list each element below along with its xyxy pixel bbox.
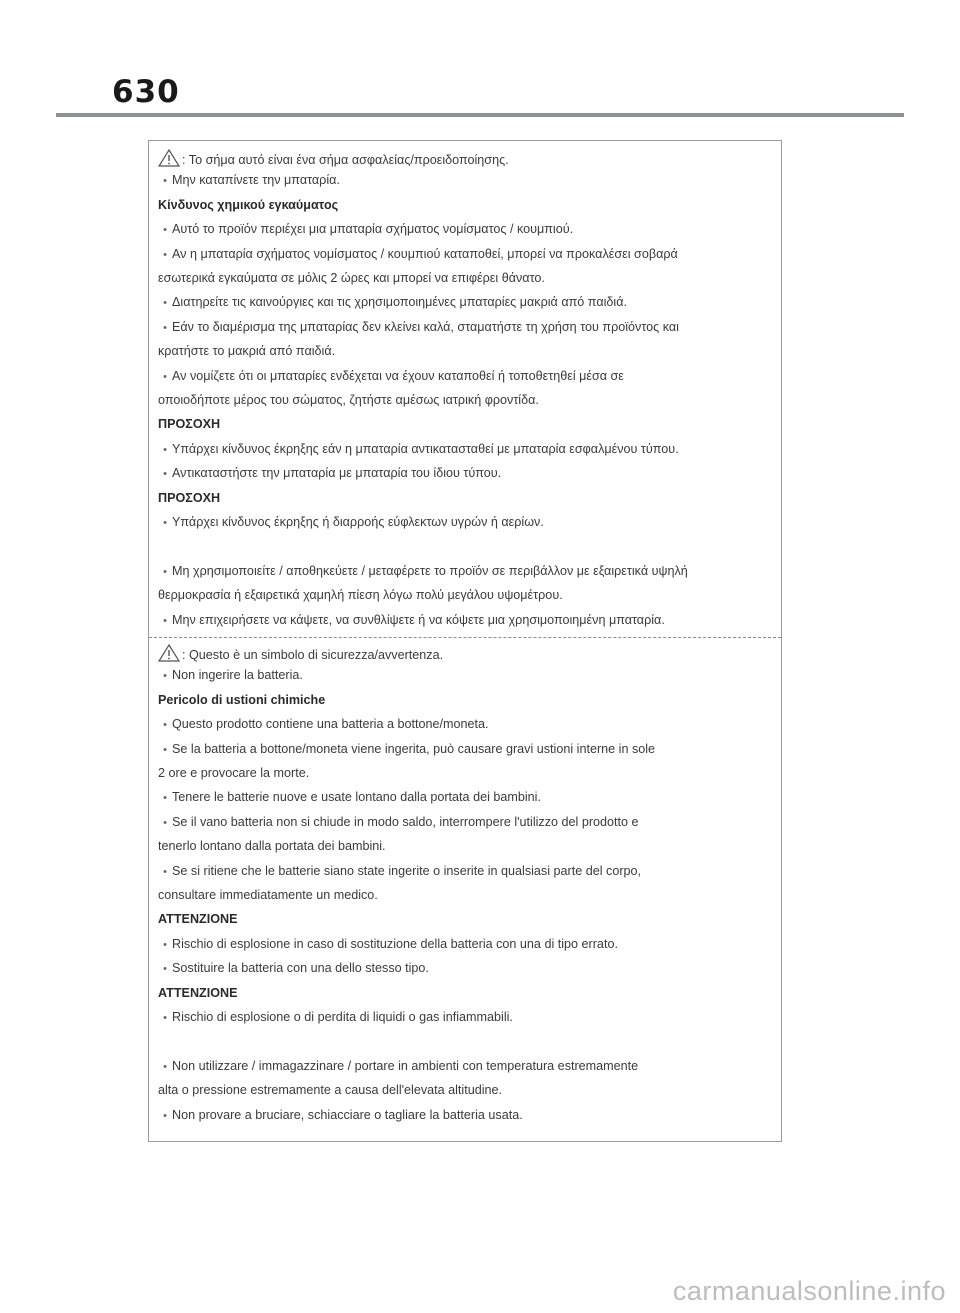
line-text: 2 ore e provocare la morte. xyxy=(158,766,310,780)
bullet-icon: • xyxy=(163,443,167,456)
bullet-item xyxy=(158,442,679,456)
bullet-icon: • xyxy=(163,938,167,951)
line-text: Μη χρησιμοποιείτε / αποθηκεύετε / μεταφέρετε το προϊόν σε περιβάλλον με εξαιρετικά υψηλή xyxy=(172,563,688,578)
continuation-line xyxy=(158,839,386,853)
bullet-item xyxy=(158,961,429,975)
bullet-icon: • xyxy=(163,517,167,529)
continuation-line xyxy=(158,766,309,780)
line-text: Υπάρχει κίνδυνος έκρηξης εάν η μπαταρία αντικατασταθεί με μπαταρία εσφαλμένου τύπου. xyxy=(172,441,679,456)
bullet-item xyxy=(158,790,541,804)
line-text: Non ingerire la batteria. xyxy=(172,668,303,683)
bullet-item xyxy=(158,222,573,236)
bullet-icon: • xyxy=(163,1109,167,1122)
line-text: ATTENZIONE xyxy=(158,912,238,927)
line-text: θερμοκρασία ή εξαιρετικά χαμηλή πίεση λόγω πολύ μεγάλου υψομέτρου. xyxy=(158,588,563,603)
bullet-item xyxy=(158,369,624,383)
line-text: Questo prodotto contiene una batteria a bottone/moneta. xyxy=(172,717,489,732)
bullet-icon: • xyxy=(163,865,167,878)
watermark: carmanualsonline.info xyxy=(672,1276,946,1306)
line-text: Υπάρχει κίνδυνος έκρηξης ή διαρροής εύφλεκτων υγρών ή αερίων. xyxy=(172,515,544,529)
line-text: Rischio di esplosione in caso di sostituzione della batteria con una di tipo errato. xyxy=(172,936,618,951)
bullet-icon: • xyxy=(163,565,167,578)
bullet-icon: • xyxy=(163,743,167,756)
warning-triangle-icon xyxy=(158,644,180,665)
line-text: Se la batteria a bottone/moneta viene ingerita, può causare gravi ustioni interne in sole xyxy=(172,741,656,756)
line-text: Rischio di esplosione o di perdita di liquidi o gas infiammabili. xyxy=(172,1010,513,1024)
line-text: Αν η μπαταρία σχήματος νομίσματος / κουμπιού καταποθεί, μπορεί να προκαλέσει σοβαρά xyxy=(172,246,678,261)
bullet-item xyxy=(158,515,544,529)
line-text: Κίνδυνος χημικού εγκαύματος xyxy=(158,197,339,212)
warning-symbol-line xyxy=(158,149,509,170)
line-text: Tenere le batterie nuove e usate lontano dalla portata dei bambini. xyxy=(172,790,541,805)
bullet-icon: • xyxy=(163,1012,167,1024)
bullet-icon: • xyxy=(163,224,167,237)
bullet-item xyxy=(158,864,641,878)
italian-section xyxy=(149,638,781,1141)
section-heading xyxy=(158,198,338,212)
bullet-icon: • xyxy=(163,248,167,261)
header-rule xyxy=(56,113,904,117)
bullet-item xyxy=(158,173,340,187)
line-text: consultare immediatamente un medico. xyxy=(158,888,378,902)
line-text: : Questo è un simbolo di sicurezza/avvertenza. xyxy=(182,648,444,662)
line-text: Αν νομίζετε ότι οι μπαταρίες ενδέχεται να έχουν καταποθεί ή τοποθετηθεί μέσα σε xyxy=(172,368,624,383)
continuation-line xyxy=(158,588,563,602)
bullet-item xyxy=(158,717,488,731)
bullet-icon: • xyxy=(163,175,167,188)
section-heading xyxy=(158,986,238,1000)
bullet-item xyxy=(158,295,627,309)
line-text: Αυτό το προϊόν περιέχει μια μπαταρία σχήματος νομίσματος / κουμπιού. xyxy=(172,222,574,237)
line-text: Non provare a bruciare, schiacciare o tagliare la batteria usata. xyxy=(172,1107,523,1122)
bullet-item xyxy=(158,564,688,578)
bullet-item xyxy=(158,815,639,829)
bullet-item xyxy=(158,742,655,756)
bullet-item xyxy=(158,320,679,334)
greek-section xyxy=(149,141,781,637)
bullet-icon: • xyxy=(163,963,167,976)
bullet-icon: • xyxy=(163,614,167,627)
line-text: Pericolo di ustioni chimiche xyxy=(158,692,326,707)
line-text: ATTENZIONE xyxy=(158,985,238,1000)
line-text: ΠΡΟΣΟΧΗ xyxy=(158,417,221,432)
line-text: : Το σήμα αυτό είναι ένα σήμα ασφαλείας/προειδοποίησης. xyxy=(182,153,509,167)
bullet-item xyxy=(158,466,501,480)
bullet-item xyxy=(158,1010,513,1024)
line-text: Sostituire la batteria con una dello stesso tipo. xyxy=(172,961,429,976)
line-text: tenerlo lontano dalla portata dei bambini. xyxy=(158,839,386,854)
continuation-line xyxy=(158,271,545,285)
line-text: Se si ritiene che le batterie siano state ingerite o inserite in qualsiasi parte del corpo, xyxy=(172,863,642,878)
section-heading xyxy=(158,912,238,926)
bullet-icon: • xyxy=(163,297,167,310)
continuation-line xyxy=(158,393,539,407)
line-text: εσωτερικά εγκαύματα σε μόλις 2 ώρες και μπορεί να επιφέρει θάνατο. xyxy=(158,271,545,285)
continuation-line xyxy=(158,1083,502,1097)
bullet-icon: • xyxy=(163,370,167,383)
bullet-item xyxy=(158,668,303,682)
bullet-item xyxy=(158,1059,638,1073)
bullet-item xyxy=(158,247,678,261)
bullet-item xyxy=(158,937,618,951)
warning-symbol-line xyxy=(158,644,443,665)
line-text: οποιοδήποτε μέρος του σώματος, ζητήστε αμέσως ιατρική φροντίδα. xyxy=(158,393,539,407)
continuation-line xyxy=(158,888,378,902)
line-text: ΠΡΟΣΟΧΗ xyxy=(158,490,221,505)
line-text: Διατηρείτε τις καινούργιες και τις χρησιμοποιημένες μπαταρίες μακριά από παιδιά. xyxy=(172,295,627,310)
page-number: 630 xyxy=(112,74,180,110)
bullet-icon: • xyxy=(163,816,167,829)
bullet-item xyxy=(158,1108,523,1122)
line-text: Se il vano batteria non si chiude in modo saldo, interrompere l'utilizzo del prodotto e xyxy=(172,814,639,829)
bullet-icon: • xyxy=(163,1060,167,1073)
section-heading xyxy=(158,417,220,431)
line-text: Μην καταπίνετε την μπαταρία. xyxy=(172,173,340,188)
line-text: Αντικαταστήστε την μπαταρία με μπαταρία του ίδιου τύπου. xyxy=(172,466,502,481)
line-text: κρατήστε το μακριά από παιδιά. xyxy=(158,344,336,359)
line-text: Εάν το διαμέρισμα της μπαταρίας δεν κλείνει καλά, σταματήστε τη χρήση του προϊόντος και xyxy=(172,319,679,334)
warning-triangle-icon xyxy=(158,149,180,170)
bullet-icon: • xyxy=(163,792,167,805)
line-text: Non utilizzare / immagazzinare / portare in ambienti con temperatura estremamente xyxy=(172,1058,639,1073)
line-text: Μην επιχειρήσετε να κάψετε, να συνθλίψετε ή να κόψετε μια χρησιμοποιημένη μπαταρία. xyxy=(172,612,665,627)
section-heading xyxy=(158,491,220,505)
battery-warning-box xyxy=(148,140,782,1142)
section-heading xyxy=(158,693,325,707)
bullet-icon: • xyxy=(163,670,167,683)
bullet-item xyxy=(158,613,665,627)
bullet-icon: • xyxy=(163,321,167,334)
bullet-icon: • xyxy=(163,468,167,481)
line-text: alta o pressione estremamente a causa dell'elevata altitudine. xyxy=(158,1083,503,1098)
bullet-icon: • xyxy=(163,719,167,732)
continuation-line xyxy=(158,344,335,358)
